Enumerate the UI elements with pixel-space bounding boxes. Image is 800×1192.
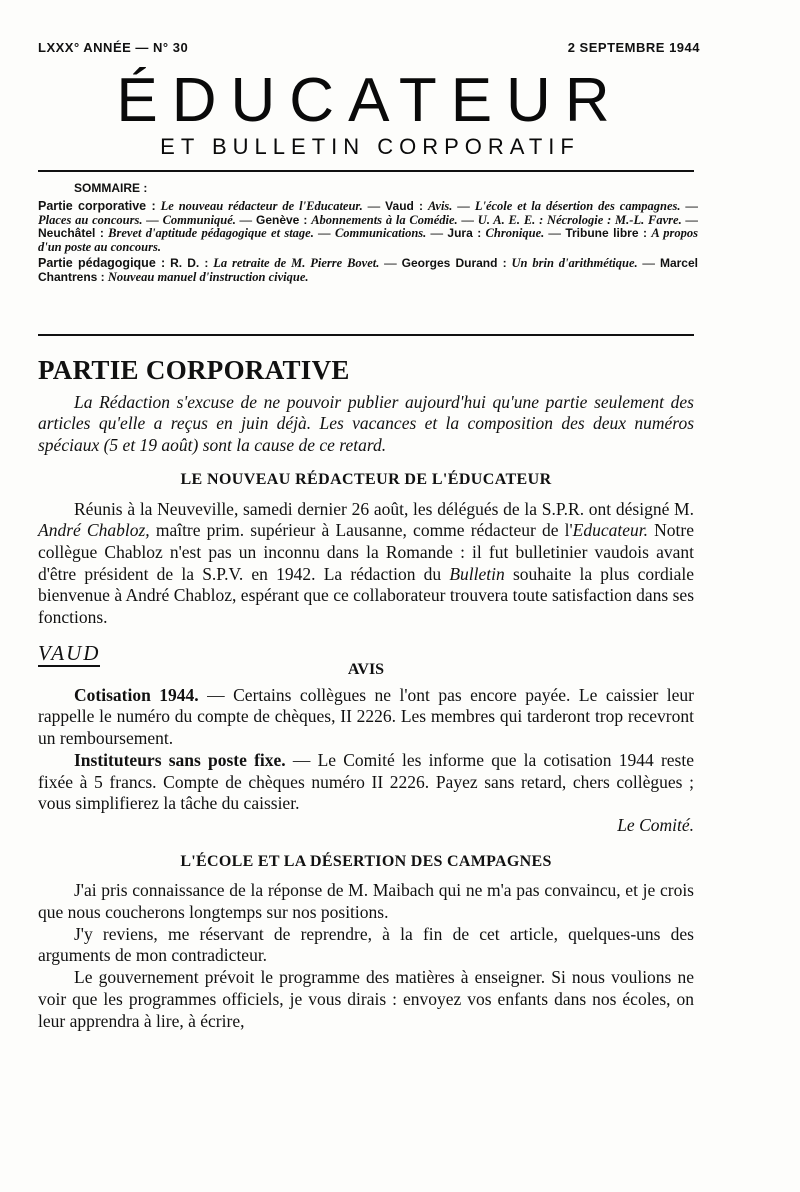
corp-item-2: Avis. — L'école et la désertion des campagnes. — Places au concours. — Communiqué. — bbox=[38, 198, 699, 227]
cotisation-paragraph bbox=[38, 685, 694, 750]
masthead-subtitle: ET BULLETIN CORPORATIF bbox=[160, 134, 580, 159]
article1-paragraph bbox=[38, 499, 694, 629]
corp-jura: Jura : bbox=[447, 226, 482, 241]
article2-title: L'ÉCOLE ET LA DÉSERTION DES CAMPAGNES bbox=[180, 852, 552, 870]
corp-tribune: Tribune libre : bbox=[565, 226, 648, 241]
peda-label: Partie pédagogique : bbox=[38, 255, 166, 270]
article1-title: LE NOUVEAU RÉDACTEUR DE L'ÉDUCATEUR bbox=[180, 470, 552, 488]
a1-bulletin: Bulletin bbox=[449, 563, 505, 584]
peda-item-1: La retraite de M. Pierre Bovet. — bbox=[213, 255, 397, 270]
corp-neuchatel: Neuchâtel : bbox=[38, 226, 104, 241]
peda-chantrens: Marcel Chantrens : bbox=[38, 255, 698, 284]
corp-label: Partie corporative : bbox=[38, 198, 156, 213]
signature: Le Comité. bbox=[617, 814, 694, 835]
editorial-notice: La Rédaction s'excuse de ne pouvoir publier aujourd'hui qu'une partie seulement des articles qu'elle a reçus en juin déjà. Les vacances et la composition des deux numéros spéciaux (5 et 19 août) sont la cause de ce retard. bbox=[38, 391, 694, 456]
sommaire-corporative bbox=[38, 200, 698, 255]
avis-heading: AVIS bbox=[347, 660, 385, 678]
peda-item-2: Un brin d'arithmétique. — bbox=[511, 255, 656, 270]
vaud-heading: VAUD bbox=[38, 643, 100, 668]
corp-item-4: Brevet d'aptitude pédagogique et stage. — Communications. — bbox=[108, 226, 444, 241]
a1-text-2: maître prim. supérieur à Lausanne, comme rédacteur de l' bbox=[155, 520, 573, 541]
corp-item-1: Le nouveau rédacteur de l'Educateur. — bbox=[160, 198, 381, 213]
cotisation-text: — Certains collègues ne l'ont pas encore payée. Le caissier leur rappelle le numéro du compte de chèques, II 2226. Les membres qui tarderont trop recevront un remboursement. bbox=[38, 684, 695, 749]
issue-line bbox=[38, 40, 700, 55]
issue-date: 2 SEPTEMBRE 1944 bbox=[567, 40, 700, 55]
article-body bbox=[38, 355, 695, 1032]
peda-rd: R. D. : bbox=[170, 255, 209, 270]
a1-text-1: Réunis à la Neuveville, samedi dernier 26 août, les délégués de la S.P.R. ont désigné M. bbox=[74, 498, 694, 519]
corp-item-6: A propos d'un poste au concours. bbox=[38, 226, 699, 255]
instituteurs-text: — Le Comité les informe que la cotisation 1944 reste fixée à 5 francs. Compte de chèques numéro II 2226. Payez sans retard, chers collègues ; vous simplifierez la tâche du caissier. bbox=[38, 749, 694, 814]
corp-geneve: Genève : bbox=[256, 212, 308, 227]
masthead-title: ÉDUCATEUR bbox=[116, 66, 624, 135]
section-title: PARTIE CORPORATIVE bbox=[38, 355, 350, 385]
cotisation-label: Cotisation 1944. bbox=[74, 684, 199, 705]
corp-vaud: Vaud : bbox=[385, 198, 424, 213]
corp-item-5: Chronique. — bbox=[485, 226, 562, 241]
a1-text-4: souhaite la plus cordiale bienvenue à André Chabloz, espérant que ce collaborateur trouvera toute satisfaction dans ses fonctions. bbox=[38, 563, 695, 628]
corp-item-3: Abonnements à la Comédie. — U. A. E. E. : Nécrologie : M.-L. Favre. — bbox=[311, 212, 698, 227]
peda-durand: Georges Durand : bbox=[401, 255, 507, 270]
article2-paragraph-1: J'ai pris connaissance de la réponse de M. Maibach qui ne m'a pas convaincu, et je crois que nous coucherons longtemps sur nos positions. bbox=[38, 880, 694, 923]
instituteurs-paragraph bbox=[38, 750, 694, 815]
issue-number: LXXX° ANNÉE — N° 30 bbox=[38, 40, 189, 55]
a1-text-3: Notre collègue Chabloz n'est pas un inconnu dans la Romande : il fut bulletinier vaudois avant d'être président de la S.P.V. en 1942. La rédaction du bbox=[38, 520, 695, 584]
sommaire-pedagogique bbox=[38, 257, 698, 285]
sommaire-divider bbox=[38, 334, 694, 336]
instituteurs-label: Instituteurs sans poste fixe. bbox=[74, 749, 286, 770]
a1-educateur: Educateur. bbox=[572, 520, 648, 541]
sommaire-heading: SOMMAIRE : bbox=[74, 181, 148, 195]
table-of-contents bbox=[38, 182, 698, 287]
peda-item-3: Nouveau manuel d'instruction civique. bbox=[107, 269, 309, 284]
a1-name: André Chabloz, bbox=[38, 520, 150, 541]
article2-paragraph-3: Le gouvernement prévoit le programme des matières à enseigner. Si nous voulions ne voir que les programmes officiels, je vous dirais : envoyez vos enfants dans nos écoles, on leur apprendra à lire, à écrire, bbox=[38, 967, 694, 1031]
vaud-section-header bbox=[38, 640, 694, 685]
top-divider bbox=[38, 170, 694, 172]
article2-paragraph-2: J'y reviens, me réservant de reprendre, à la fin de cet article, quelques-uns des arguments de mon contradicteur. bbox=[38, 923, 694, 966]
